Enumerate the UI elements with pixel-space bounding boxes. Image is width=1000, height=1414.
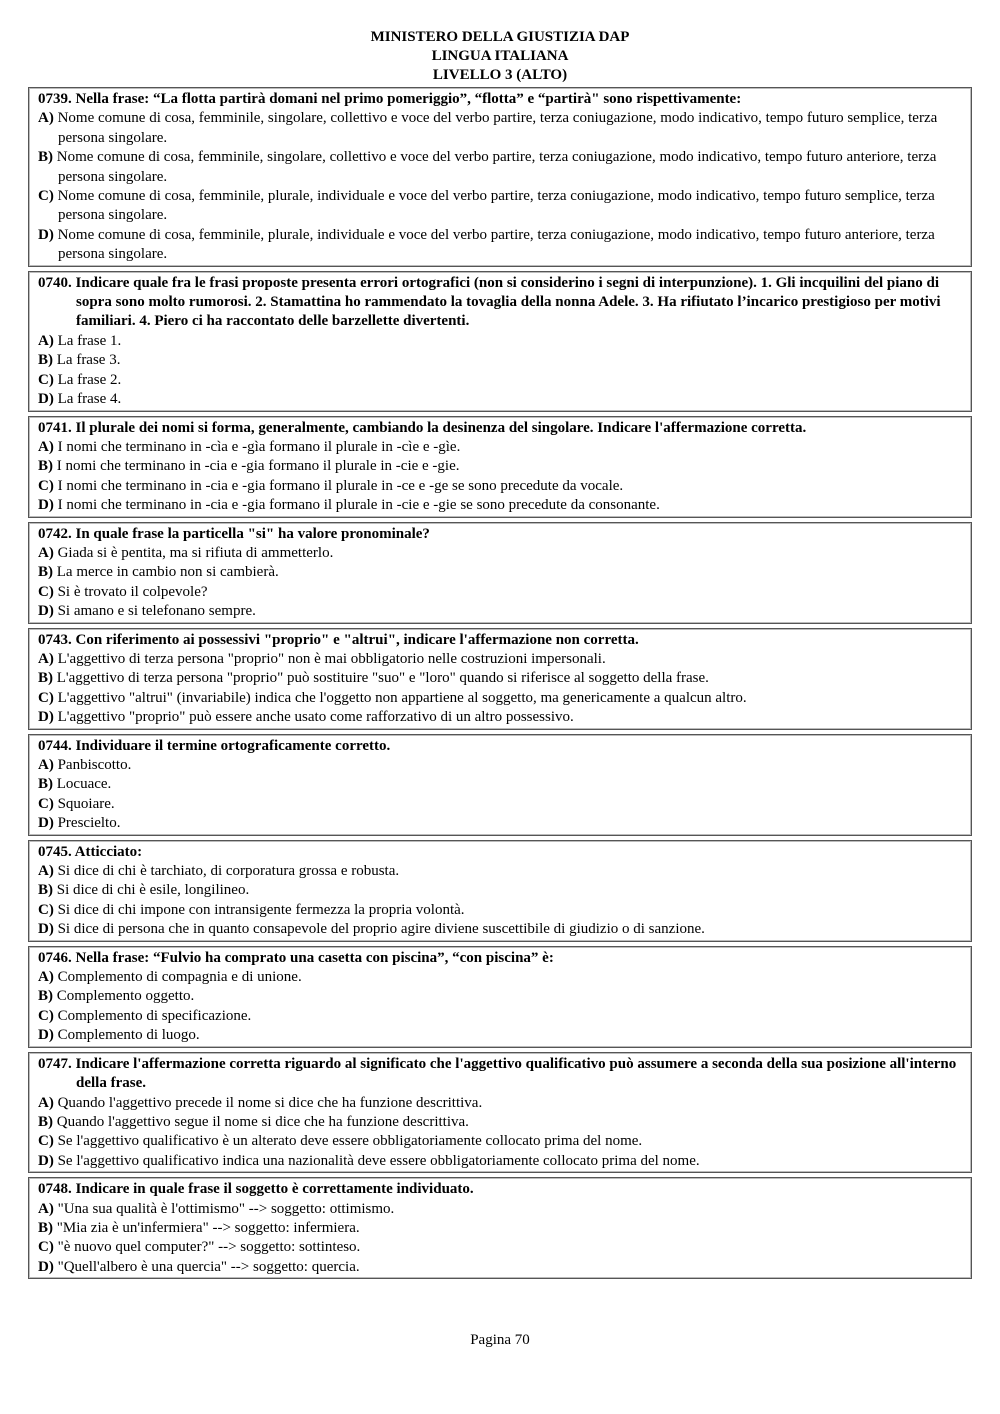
question-text: 0739. Nella frase: “La flotta partirà domani nel primo pomeriggio”, “flotta” e “partirà" sono rispettivamente: bbox=[38, 91, 742, 107]
question-block bbox=[28, 1177, 972, 1279]
option-letter: D) bbox=[38, 815, 54, 832]
option-text: Complemento di specificazione. bbox=[57, 1007, 252, 1024]
option-letter: A) bbox=[38, 1094, 54, 1111]
option-text: Locuace. bbox=[56, 776, 112, 793]
option-letter: D) bbox=[38, 1152, 54, 1169]
option-letter: C) bbox=[38, 901, 54, 918]
answer-option bbox=[38, 1113, 963, 1132]
option-text: L'aggettivo di terza persona "proprio" può sostituire "suo" e "loro" quando si riferisce al soggetto della frase. bbox=[56, 670, 709, 687]
option-letter: B) bbox=[38, 352, 53, 369]
option-text: La frase 1. bbox=[57, 332, 122, 349]
option-text: Quando l'aggettivo precede il nome si dice che ha funzione descrittiva. bbox=[57, 1094, 483, 1111]
answer-option bbox=[38, 814, 963, 833]
answer-option bbox=[38, 477, 963, 496]
option-text: Squoiare. bbox=[57, 795, 115, 812]
answer-option bbox=[38, 650, 963, 669]
answer-option bbox=[38, 1152, 963, 1171]
questions-list bbox=[28, 87, 972, 1283]
option-letter: D) bbox=[38, 709, 54, 726]
option-text: I nomi che terminano in -cia e -gia formano il plurale in -cie e -gie se sono precedute da consonante. bbox=[57, 497, 660, 514]
question-text: 0745. Atticciato: bbox=[38, 843, 143, 860]
answer-option bbox=[38, 563, 963, 582]
question-text: 0740. Indicare quale fra le frasi proposte presenta errori ortografici (non si considerino i segni di interpunzione). 1. Gli incquilini del piano di sopra sono molto rumorosi. 2. Stamattina ho rammendato la tovaglia della nonna Adele. 3. Ha rifiutato l’incarico prestigioso per motivi familiari. 4. Piero ci ha raccontato delle barzellette divertenti. bbox=[38, 274, 941, 330]
option-letter: A) bbox=[38, 650, 54, 667]
option-letter: C) bbox=[38, 795, 54, 812]
question-text: 0746. Nella frase: “Fulvio ha comprato una casetta con piscina”, “con piscina” è: bbox=[38, 949, 554, 966]
option-text: "Mia zia è un'infermiera" --> soggetto: infermiera. bbox=[56, 1219, 360, 1236]
answer-option bbox=[38, 756, 963, 775]
option-letter: B) bbox=[38, 882, 53, 899]
header-subject: LINGUA ITALIANA bbox=[431, 48, 569, 64]
option-letter: D) bbox=[38, 497, 54, 514]
option-letter: C) bbox=[38, 477, 54, 494]
option-letter: B) bbox=[38, 458, 53, 475]
option-letter: C) bbox=[38, 583, 54, 600]
question-block bbox=[28, 840, 972, 942]
option-text: Giada si è pentita, ma si rifiuta di ammetterlo. bbox=[57, 544, 334, 561]
question-block bbox=[28, 271, 972, 412]
answer-option bbox=[38, 1132, 963, 1151]
option-text: Si dice di chi è esile, longilineo. bbox=[56, 882, 250, 899]
option-text: La frase 4. bbox=[57, 391, 122, 408]
option-text: Se l'aggettivo qualificativo è un alterato deve essere obbligatoriamente collocato prima del nome. bbox=[57, 1133, 643, 1150]
option-text: Si dice di chi impone con intransigente fermezza la propria volontà. bbox=[57, 901, 465, 918]
option-letter: D) bbox=[38, 1258, 54, 1275]
option-text: "è nuovo quel computer?" --> soggetto: sottinteso. bbox=[57, 1239, 361, 1256]
question-block bbox=[28, 946, 972, 1048]
answer-option bbox=[38, 775, 963, 794]
answer-option bbox=[38, 1258, 963, 1277]
answer-option bbox=[38, 438, 963, 457]
answer-option bbox=[38, 968, 963, 987]
answer-option bbox=[38, 862, 963, 881]
answer-option bbox=[38, 1238, 963, 1257]
answer-option bbox=[38, 457, 963, 476]
answer-option bbox=[38, 371, 963, 390]
answer-option bbox=[38, 920, 963, 939]
answer-option bbox=[38, 1026, 963, 1045]
option-letter: A) bbox=[38, 757, 54, 773]
option-text: Quando l'aggettivo segue il nome si dice che ha funzione descrittiva. bbox=[56, 1113, 469, 1130]
option-letter: C) bbox=[38, 1007, 54, 1024]
option-text: Complemento oggetto. bbox=[56, 988, 195, 1005]
option-letter: C) bbox=[38, 1133, 54, 1150]
answer-option bbox=[38, 795, 963, 814]
answer-option bbox=[38, 583, 963, 602]
answer-option bbox=[38, 496, 963, 515]
option-letter: A) bbox=[38, 863, 54, 880]
answer-option bbox=[38, 1200, 963, 1219]
option-text: Nome comune di cosa, femminile, plurale, individuale e voce del verbo partire, terza coniugazione, modo indicativo, tempo futuro semplice, terza persona singolare. bbox=[57, 188, 935, 224]
header-ministry: MINISTERO DELLA GIUSTIZIA DAP bbox=[370, 29, 630, 45]
option-letter: C) bbox=[38, 188, 54, 205]
option-text: I nomi che terminano in -cia e -gia formano il plurale in -cie e -gie. bbox=[56, 458, 460, 475]
option-text: Panbiscotto. bbox=[57, 757, 132, 773]
question-text: 0744. Individuare il termine ortograficamente corretto. bbox=[38, 737, 391, 754]
option-text: Si è trovato il colpevole? bbox=[57, 583, 208, 600]
option-text: La merce in cambio non si cambierà. bbox=[56, 564, 279, 581]
option-letter: A) bbox=[38, 969, 54, 986]
option-text: Nome comune di cosa, femminile, plurale, individuale e voce del verbo partire, terza coniugazione, modo indicativo, tempo futuro anteriore, terza persona singolare. bbox=[57, 226, 935, 263]
answer-option bbox=[38, 351, 963, 370]
question-text: 0743. Con riferimento ai possessivi "proprio" e "altrui", indicare l'affermazione non corretta. bbox=[38, 631, 639, 648]
answer-option bbox=[38, 332, 963, 351]
question-block bbox=[28, 628, 972, 730]
option-letter: B) bbox=[38, 564, 53, 581]
answer-option bbox=[38, 187, 963, 226]
page-header bbox=[0, 28, 1000, 85]
page-number: Pagina 70 bbox=[470, 1332, 530, 1348]
option-letter: D) bbox=[38, 226, 54, 243]
header-level: LIVELLO 3 (ALTO) bbox=[432, 67, 568, 83]
option-letter: B) bbox=[38, 776, 53, 793]
option-letter: D) bbox=[38, 921, 54, 938]
question-text: 0748. Indicare in quale frase il soggetto è correttamente individuato. bbox=[38, 1181, 474, 1198]
question-text: 0742. In quale frase la particella "si" ha valore pronominale? bbox=[38, 525, 430, 542]
option-letter: A) bbox=[38, 332, 54, 349]
answer-option bbox=[38, 881, 963, 900]
answer-option bbox=[38, 1094, 963, 1113]
option-letter: C) bbox=[38, 1239, 54, 1256]
option-letter: A) bbox=[38, 544, 54, 561]
question-block bbox=[28, 522, 972, 624]
option-text: "Quell'albero è una quercia" --> soggetto: quercia. bbox=[57, 1258, 360, 1275]
option-letter: A) bbox=[38, 1200, 54, 1217]
option-text: Prescielto. bbox=[57, 815, 121, 832]
answer-option bbox=[38, 669, 963, 688]
option-text: La frase 3. bbox=[56, 352, 121, 369]
option-text: Nome comune di cosa, femminile, singolare, collettivo e voce del verbo partire, terza coniugazione, modo indicativo, tempo futuro anteriore, terza persona singolare. bbox=[56, 149, 937, 185]
option-letter: B) bbox=[38, 1113, 53, 1130]
answer-option bbox=[38, 390, 963, 409]
answer-option bbox=[38, 226, 963, 265]
answer-option bbox=[38, 987, 963, 1006]
answer-option bbox=[38, 109, 963, 148]
option-letter: D) bbox=[38, 391, 54, 408]
option-letter: B) bbox=[38, 149, 53, 166]
option-text: Si dice di persona che in quanto consapevole del proprio agire diviene suscettibile di giudizio o di sanzione. bbox=[57, 921, 705, 938]
option-letter: B) bbox=[38, 670, 53, 687]
option-letter: D) bbox=[38, 1027, 54, 1044]
option-text: Se l'aggettivo qualificativo indica una nazionalità deve essere obbligatoriamente collocato prima del nome. bbox=[57, 1152, 700, 1169]
question-block bbox=[28, 734, 972, 836]
answer-option bbox=[38, 1007, 963, 1026]
answer-option bbox=[38, 708, 963, 727]
option-letter: B) bbox=[38, 1219, 53, 1236]
option-text: L'aggettivo "proprio" può essere anche usato come rafforzativo di un altro possessivo. bbox=[57, 709, 574, 726]
answer-option bbox=[38, 544, 963, 563]
option-text: La frase 2. bbox=[57, 371, 122, 388]
option-letter: C) bbox=[38, 371, 54, 388]
option-text: I nomi che terminano in -cia e -gia formano il plurale in -ce e -ge se sono precedute da vocale. bbox=[57, 477, 624, 494]
option-text: L'aggettivo di terza persona "proprio" non è mai obbligatorio nelle costruzioni impersonali. bbox=[57, 650, 606, 667]
option-letter: A) bbox=[38, 110, 54, 127]
option-text: L'aggettivo "altrui" (invariabile) indica che l'oggetto non appartiene al soggetto, ma genericamente a qualcun altro. bbox=[57, 689, 747, 706]
option-text: I nomi che terminano in -cìa e -gìa formano il plurale in -cìe e -gìe. bbox=[57, 438, 461, 455]
option-text: "Una sua qualità è l'ottimismo" --> soggetto: ottimismo. bbox=[57, 1200, 395, 1217]
option-text: Si dice di chi è tarchiato, di corporatura grossa e robusta. bbox=[57, 863, 400, 880]
option-text: Si amano e si telefonano sempre. bbox=[57, 603, 256, 620]
option-letter: A) bbox=[38, 438, 54, 455]
option-letter: B) bbox=[38, 988, 53, 1005]
question-text: 0747. Indicare l'affermazione corretta riguardo al significato che l'aggettivo qualificativo può assumere a seconda della sua posizione all'interno della frase. bbox=[38, 1055, 957, 1092]
answer-option bbox=[38, 1219, 963, 1238]
option-letter: C) bbox=[38, 689, 54, 706]
answer-option bbox=[38, 901, 963, 920]
answer-option bbox=[38, 602, 963, 621]
answer-option bbox=[38, 148, 963, 187]
question-block bbox=[28, 416, 972, 518]
option-text: Nome comune di cosa, femminile, singolare, collettivo e voce del verbo partire, terza coniugazione, modo indicativo, tempo futuro semplice, terza persona singolare. bbox=[57, 110, 938, 146]
option-text: Complemento di compagnia e di unione. bbox=[57, 969, 302, 986]
option-letter: D) bbox=[38, 603, 54, 620]
question-block bbox=[28, 1052, 972, 1173]
option-text: Complemento di luogo. bbox=[57, 1027, 200, 1044]
question-block bbox=[28, 87, 972, 267]
answer-option bbox=[38, 689, 963, 708]
question-text: 0741. Il plurale dei nomi si forma, generalmente, cambiando la desinenza del singolare. Indicare l'affermazione corretta. bbox=[38, 419, 807, 436]
